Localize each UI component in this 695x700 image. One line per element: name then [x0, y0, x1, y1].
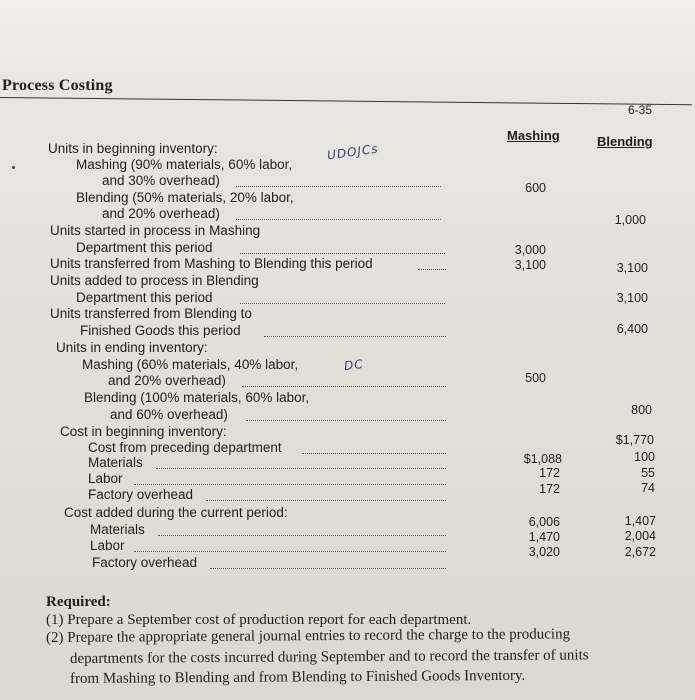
dot-leader — [418, 269, 446, 270]
dot-leader — [240, 303, 445, 304]
row-label: Cost added during the current period: — [64, 505, 288, 520]
blending-value: 2,004 — [624, 529, 656, 543]
row-label: Labor — [88, 471, 123, 486]
dot-leader — [236, 186, 441, 187]
mashing-value: 3,100 — [514, 258, 546, 272]
mashing-value: 600 — [525, 181, 546, 195]
row-label: Materials — [88, 455, 143, 470]
mashing-value: 172 — [539, 482, 560, 496]
row-label: Labor — [90, 538, 125, 553]
dot-leader — [206, 500, 446, 501]
blending-value: 800 — [631, 403, 652, 417]
row-label: Units transferred from Mashing to Blending this period — [50, 256, 373, 271]
dot-leader — [236, 219, 441, 220]
row-label: Factory overhead — [88, 487, 194, 502]
dot-leader — [242, 386, 446, 387]
row-label: Units in beginning inventory: — [48, 141, 218, 156]
row-label: Finished Goods this period — [80, 323, 241, 338]
row-label: Blending (100% materials, 60% labor, — [84, 390, 310, 405]
row-label: Units added to process in Blending — [50, 273, 259, 288]
problem-number: 6-35 — [628, 103, 653, 117]
dot-leader — [246, 420, 446, 421]
dot-leader — [134, 551, 446, 552]
blending-value: 3,100 — [616, 261, 648, 275]
handwritten-note: DC — [343, 357, 365, 373]
blending-value: 100 — [634, 450, 655, 464]
blending-value: 74 — [641, 481, 655, 495]
dot-leader — [302, 453, 446, 454]
row-label: Units in ending inventory: — [56, 340, 208, 355]
blending-value: 2,672 — [624, 545, 656, 559]
row-label: and 20% overhead) — [102, 206, 220, 221]
handwritten-note: UDOJCs — [326, 141, 380, 163]
page-top-margin — [0, 0, 695, 78]
blending-value: 6,400 — [616, 322, 648, 336]
mashing-value: 172 — [539, 466, 560, 480]
required-item-1: (1) Prepare a September cost of production report for each department. — [46, 612, 472, 628]
required-item-2-line-3: from Mashing to Blending and from Blending to Finished Goods Inventory. — [69, 667, 526, 687]
dot-leader — [158, 535, 446, 536]
mashing-value: 500 — [525, 371, 546, 385]
row-label: Department this period — [76, 290, 213, 305]
required-item-2-line-2: departments for the costs incurred during September and to record the transfer of units — [69, 647, 589, 667]
mashing-value: 6,006 — [528, 515, 560, 529]
title-rule — [0, 97, 692, 105]
column-header-blending: Blending — [597, 134, 653, 149]
column-header-mashing: Mashing — [507, 128, 560, 143]
row-label: Mashing (90% materials, 60% labor, — [76, 157, 293, 172]
dot-leader — [134, 484, 446, 485]
row-label: and 30% overhead) — [102, 173, 220, 188]
blending-value: 1,407 — [624, 514, 656, 528]
row-label: Department this period — [76, 240, 213, 255]
mashing-value: 3,020 — [528, 545, 560, 559]
row-label: Cost in beginning inventory: — [60, 424, 227, 439]
row-label: and 20% overhead) — [108, 373, 226, 388]
required-item-2-line-1: (2) Prepare the appropriate general journal entries to record the charge to the producing — [45, 626, 571, 646]
dot-leader — [240, 253, 445, 254]
required-heading: Required: — [46, 594, 111, 610]
row-label: Factory overhead — [92, 555, 198, 570]
dot-leader — [264, 336, 446, 337]
row-label: Cost from preceding department — [88, 440, 282, 455]
mashing-value: 3,000 — [514, 243, 546, 257]
mashing-value: 1,470 — [528, 530, 560, 544]
row-label: Units transferred from Blending to — [50, 306, 252, 321]
chapter-title: Process Costing — [2, 77, 113, 94]
row-label: Mashing (60% materials, 40% labor, — [82, 357, 299, 372]
row-label: Units started in process in Mashing — [50, 223, 261, 238]
blending-value: 3,100 — [616, 291, 648, 305]
blending-value: 55 — [641, 466, 655, 480]
blending-value: 1,000 — [614, 213, 646, 227]
row-label: and 60% overhead) — [110, 407, 228, 422]
row-label: Blending (50% materials, 20% labor, — [76, 190, 294, 205]
dot-leader — [156, 468, 446, 469]
mashing-value: $1,088 — [523, 452, 562, 466]
blending-value: $1,770 — [615, 433, 654, 447]
bullet-mark — [12, 166, 15, 169]
dot-leader — [210, 568, 446, 569]
row-label: Materials — [90, 522, 145, 537]
